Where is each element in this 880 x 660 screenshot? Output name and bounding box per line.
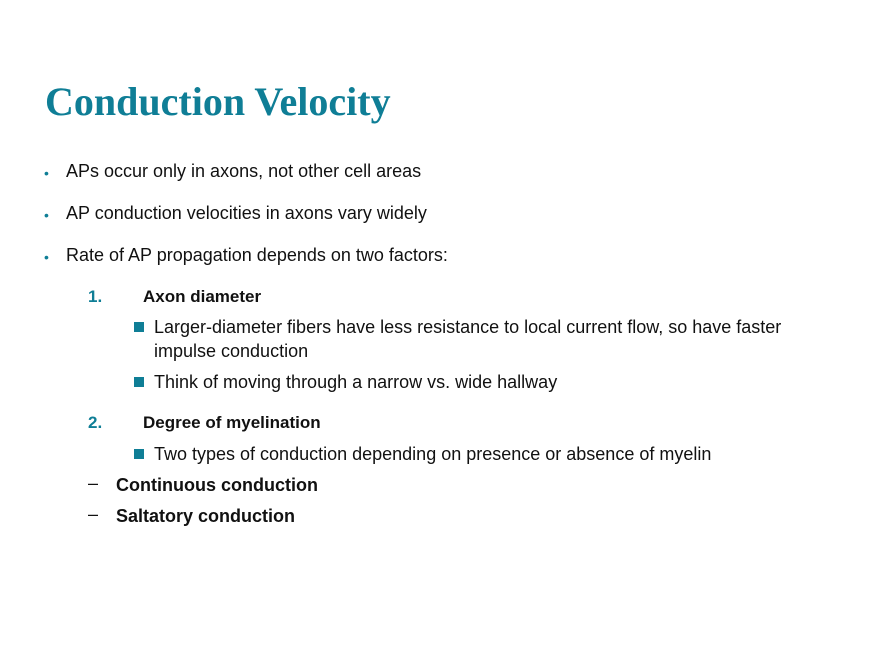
- factor-1-subpoint-2: Think of moving through a narrow vs. wide hallway: [154, 372, 558, 392]
- factor-number-1: 1.: [88, 287, 103, 306]
- square-bullet-icon: [134, 449, 144, 459]
- bullet-text-1: APs occur only in axons, not other cell areas: [66, 161, 422, 181]
- dash-marker-1: –: [88, 473, 99, 493]
- bullet-text-2: AP conduction velocities in axons vary widely: [66, 203, 427, 223]
- square-bullet-icon: [134, 322, 144, 332]
- bullet-dot-2: •: [44, 207, 49, 223]
- bullet-dot-3: •: [44, 249, 49, 265]
- slide-title: Conduction Velocity: [45, 79, 391, 124]
- factor-1-subpoint-1-cont: impulse conduction: [154, 341, 309, 361]
- factor-1-subpoint-1: Larger-diameter fibers have less resistance to local current flow, so have faster: [154, 317, 782, 337]
- factor-label-1: Axon diameter: [143, 287, 262, 306]
- conduction-type-2: Saltatory conduction: [116, 506, 296, 526]
- bullet-text-3: Rate of AP propagation depends on two factors:: [66, 245, 448, 265]
- dash-marker-2: –: [88, 504, 99, 524]
- conduction-type-1: Continuous conduction: [116, 475, 318, 495]
- factor-label-2: Degree of myelination: [143, 413, 321, 432]
- bullet-dot-1: •: [44, 165, 49, 181]
- factor-number-2: 2.: [88, 413, 103, 432]
- factor-2-subpoint-1: Two types of conduction depending on presence or absence of myelin: [154, 444, 712, 464]
- square-bullet-icon: [134, 377, 144, 387]
